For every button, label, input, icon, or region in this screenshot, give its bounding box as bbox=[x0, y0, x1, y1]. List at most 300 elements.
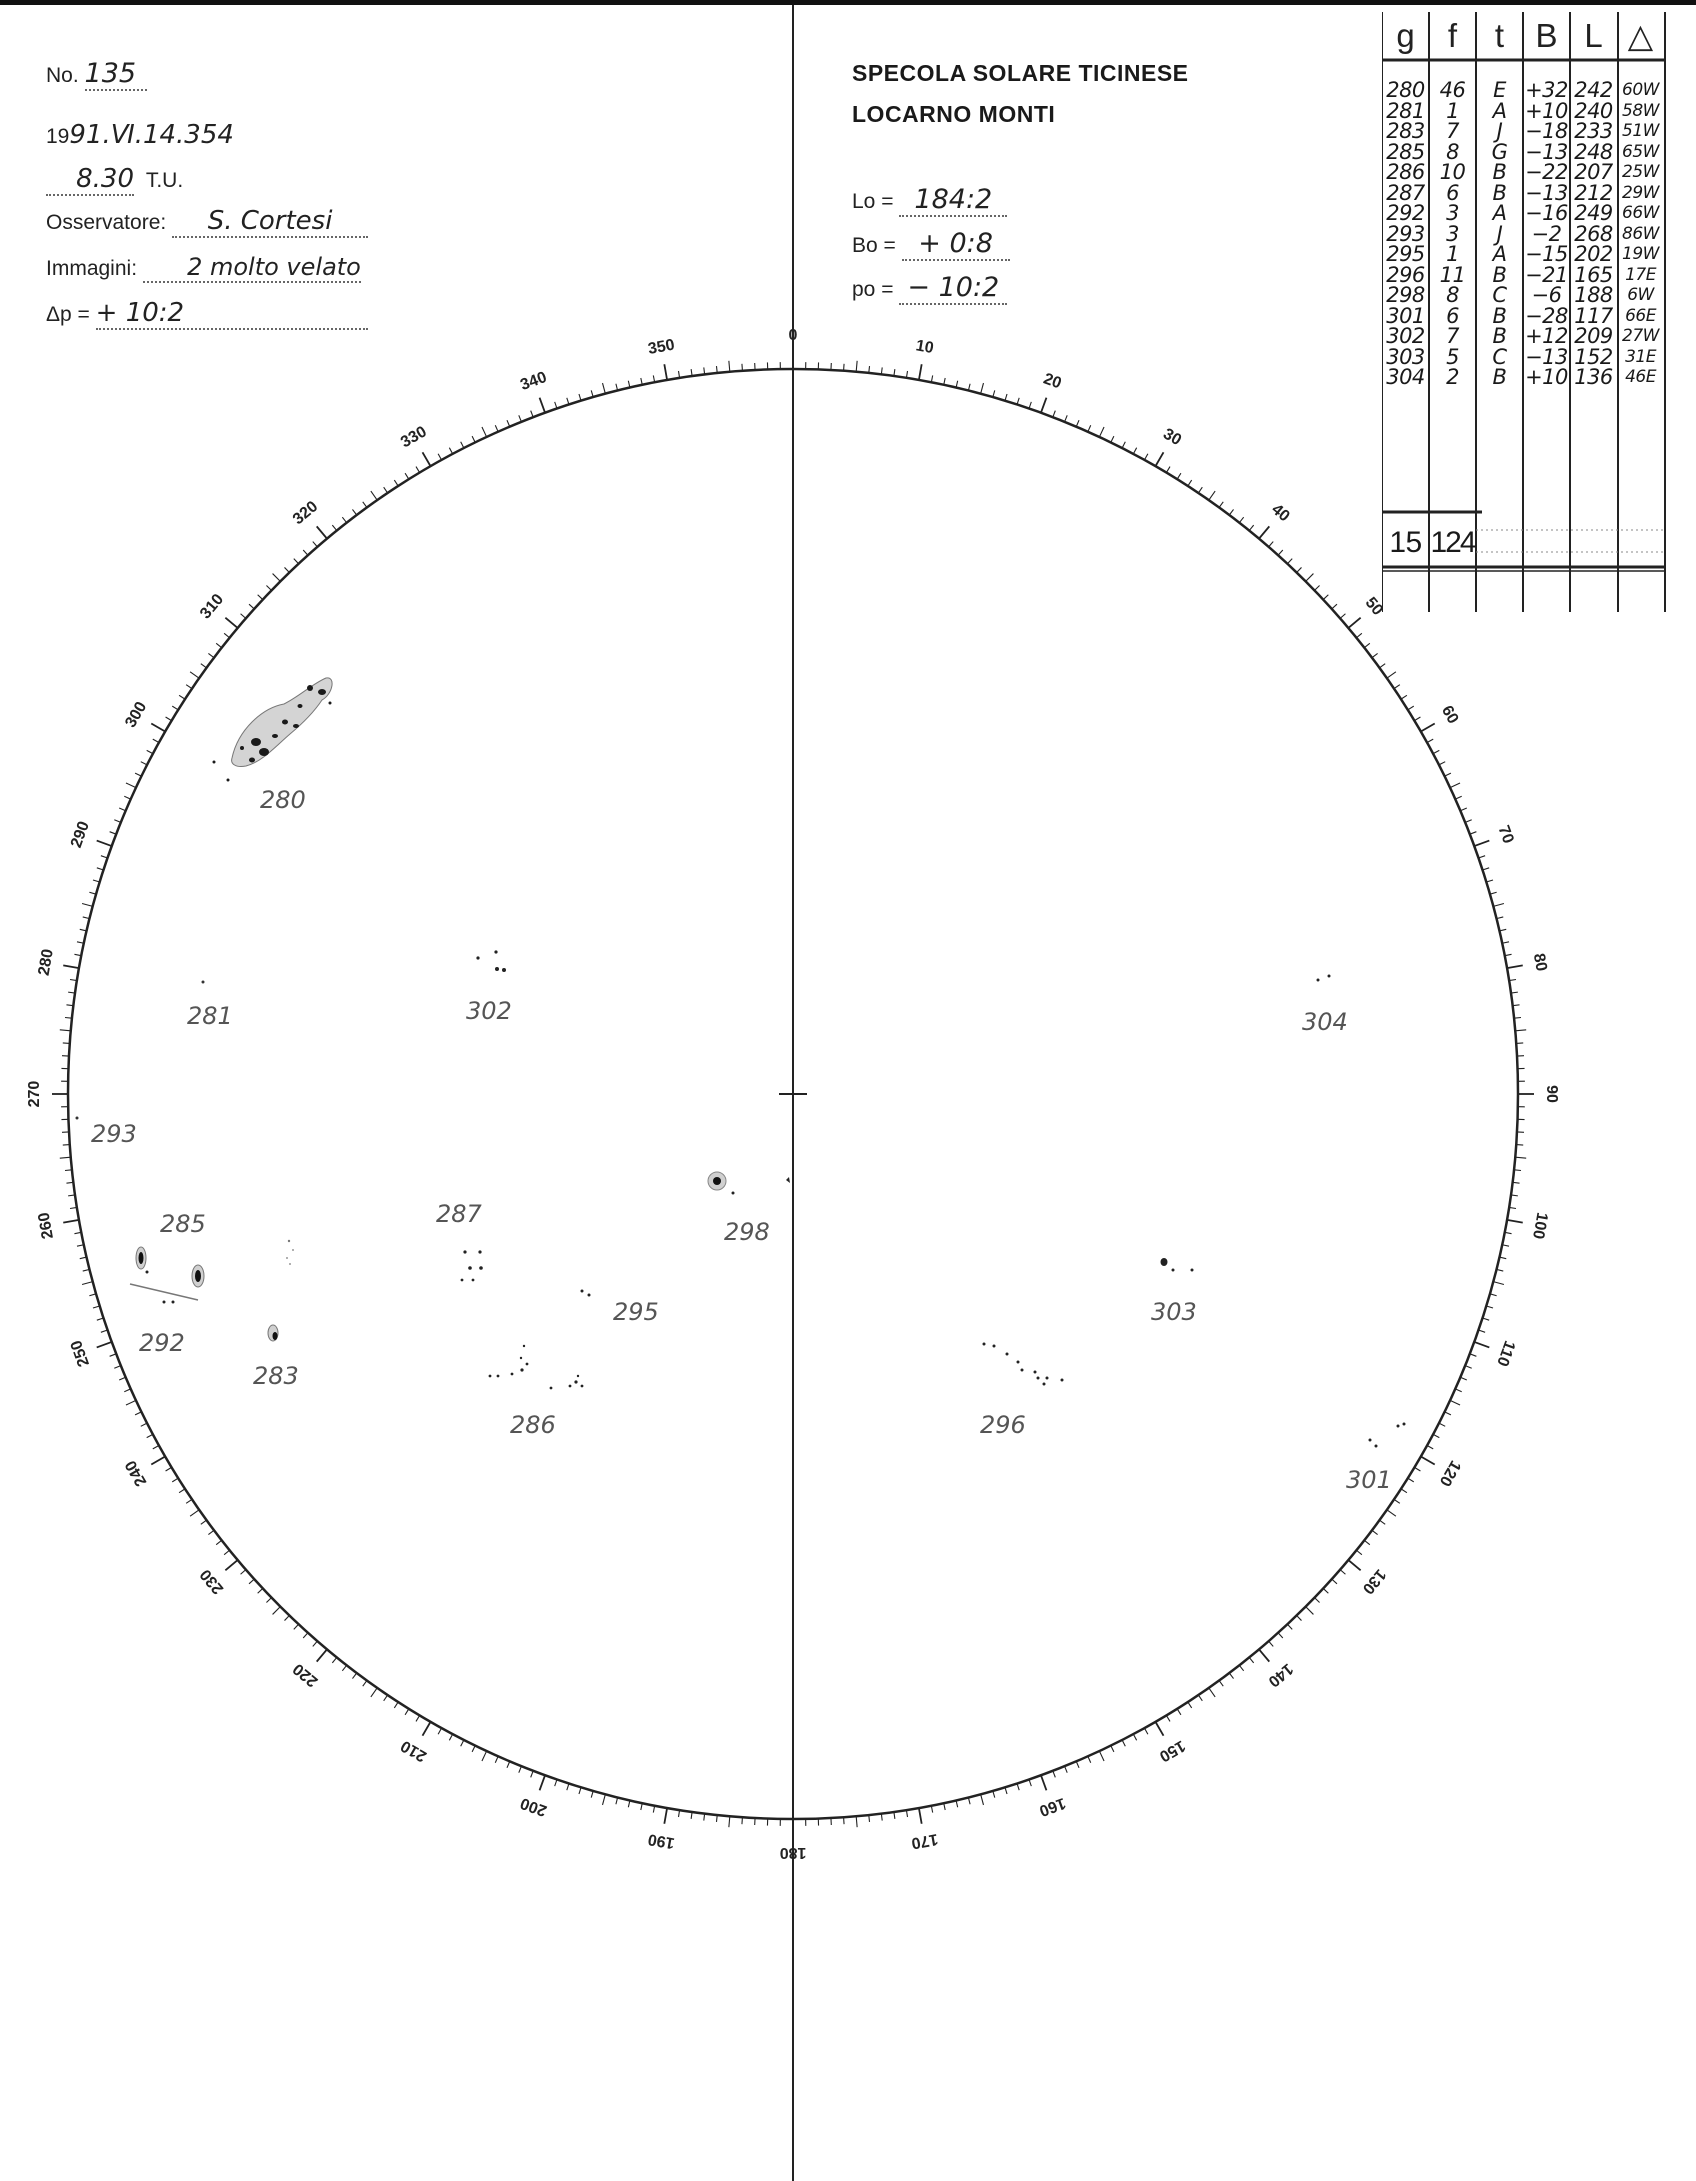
degree-label: 330 bbox=[398, 423, 430, 452]
group-label-286: 286 bbox=[510, 1411, 556, 1439]
table-cell-t: A bbox=[1492, 201, 1507, 225]
table-cell-f: 5 bbox=[1446, 344, 1459, 369]
degree-tick bbox=[1465, 820, 1471, 823]
degree-tick bbox=[384, 1695, 388, 1701]
degree-tick bbox=[519, 1766, 522, 1772]
degree-tick bbox=[1156, 452, 1164, 466]
table-cell-B: −22 bbox=[1525, 160, 1568, 184]
table-cell-△: 51W bbox=[1622, 121, 1659, 141]
degree-tick bbox=[110, 1354, 117, 1357]
degree-tick bbox=[294, 559, 299, 564]
table-cell-△: 27W bbox=[1622, 326, 1659, 346]
group-label-283: 283 bbox=[253, 1362, 299, 1390]
table-cell-g: 292 bbox=[1386, 201, 1425, 225]
degree-tick bbox=[1269, 542, 1274, 547]
degree-tick bbox=[124, 1389, 130, 1392]
table-cell-t: C bbox=[1492, 283, 1507, 307]
degree-tick bbox=[1401, 695, 1407, 699]
degree-tick bbox=[1356, 1550, 1361, 1554]
degree-tick bbox=[1460, 808, 1466, 811]
table-cell-△: 6W bbox=[1627, 285, 1654, 305]
table-cell-B: +12 bbox=[1525, 324, 1568, 348]
table-cell-L: 152 bbox=[1574, 344, 1613, 369]
table-cell-t: J bbox=[1496, 221, 1503, 246]
degree-tick bbox=[1297, 1616, 1302, 1621]
degree-label: 70 bbox=[1494, 823, 1517, 846]
degree-tick bbox=[1414, 1467, 1420, 1471]
degree-tick bbox=[461, 1740, 464, 1746]
sunspot-group-296-drawing bbox=[983, 1343, 1064, 1386]
degree-tick bbox=[1372, 1530, 1378, 1534]
degree-label: 100 bbox=[1529, 1211, 1551, 1241]
degree-label: 320 bbox=[289, 498, 322, 529]
sunspot-group-286-drawing bbox=[489, 1345, 584, 1390]
degree-tick bbox=[80, 929, 87, 931]
degree-tick bbox=[956, 381, 958, 388]
degree-tick bbox=[1219, 502, 1223, 508]
sunspot-group-304-drawing bbox=[1317, 975, 1331, 982]
table-cell-t: B bbox=[1492, 324, 1507, 348]
degree-tick bbox=[519, 415, 522, 421]
table-cell-△: 17E bbox=[1625, 264, 1656, 285]
group-label-285: 285 bbox=[160, 1210, 206, 1238]
degree-tick bbox=[241, 614, 246, 619]
table-cell-B: −16 bbox=[1525, 201, 1568, 225]
degree-tick bbox=[93, 1306, 100, 1308]
degree-tick bbox=[1394, 1499, 1400, 1503]
degree-label: 110 bbox=[1493, 1338, 1518, 1369]
degree-tick bbox=[1433, 1434, 1439, 1437]
time-value: 8.30 bbox=[46, 164, 134, 196]
degree-tick bbox=[1483, 868, 1490, 870]
degree-tick bbox=[1450, 1400, 1460, 1405]
degree-tick bbox=[1439, 762, 1445, 765]
degree-tick bbox=[641, 1803, 642, 1810]
degree-tick bbox=[1229, 509, 1233, 515]
degree-tick bbox=[1502, 1245, 1509, 1246]
degree-tick bbox=[225, 618, 237, 628]
degree-tick bbox=[1029, 402, 1031, 409]
degree-tick bbox=[1421, 1457, 1435, 1465]
degree-tick bbox=[423, 1722, 431, 1736]
degree-tick bbox=[416, 1715, 420, 1721]
table-cell-△: 31E bbox=[1625, 346, 1656, 367]
table-header-3: B bbox=[1535, 17, 1558, 54]
degree-tick bbox=[540, 398, 545, 413]
table-cell-g: 301 bbox=[1386, 303, 1425, 328]
group-label-293: 293 bbox=[91, 1120, 137, 1148]
degree-tick bbox=[1122, 1740, 1125, 1746]
b0-value: + 0:8 bbox=[902, 228, 1010, 261]
group-label-302: 302 bbox=[466, 997, 512, 1025]
table-cell-f: 7 bbox=[1446, 119, 1459, 143]
degree-tick bbox=[423, 452, 431, 466]
sunspot-group-301-drawing bbox=[1369, 1423, 1406, 1448]
degree-tick bbox=[1188, 480, 1192, 486]
degree-tick bbox=[1421, 724, 1435, 732]
degree-tick bbox=[1156, 1722, 1164, 1736]
sunspot-group-298-drawing bbox=[708, 1172, 790, 1195]
degree-label: 190 bbox=[646, 1830, 676, 1852]
degree-tick bbox=[342, 517, 346, 523]
degree-tick bbox=[555, 1780, 557, 1787]
table-cell-f: 3 bbox=[1446, 221, 1459, 246]
date-prefix: 19 bbox=[46, 125, 70, 148]
table-cell-B: −6 bbox=[1531, 283, 1562, 307]
table-cell-B: −21 bbox=[1525, 262, 1568, 287]
degree-tick bbox=[919, 1808, 922, 1824]
date-value: 91.Ⅵ.14.354 bbox=[69, 120, 234, 150]
group-label-292: 292 bbox=[139, 1329, 185, 1357]
degree-tick bbox=[93, 880, 100, 882]
table-cell-△: 29W bbox=[1622, 182, 1659, 203]
degree-tick bbox=[1133, 448, 1136, 454]
total-groups: 15 bbox=[1389, 526, 1422, 559]
degree-tick bbox=[294, 1624, 299, 1629]
degree-tick bbox=[555, 402, 557, 409]
degree-tick bbox=[342, 1665, 346, 1671]
table-cell-g: 298 bbox=[1386, 283, 1425, 307]
degree-tick bbox=[405, 473, 409, 479]
degree-tick bbox=[1332, 604, 1337, 609]
group-label-304: 304 bbox=[1302, 1008, 1348, 1036]
table-cell-△: 60W bbox=[1622, 80, 1659, 100]
l0-value: 184:2 bbox=[899, 184, 1007, 217]
table-cell-L: 136 bbox=[1574, 365, 1613, 389]
degree-tick bbox=[1340, 1570, 1345, 1575]
degree-tick bbox=[1499, 1257, 1506, 1259]
degree-tick bbox=[258, 595, 263, 600]
sunspot-group-285-drawing bbox=[192, 1240, 290, 1287]
table-cell-△: 19W bbox=[1622, 244, 1659, 264]
degree-tick bbox=[729, 1816, 730, 1827]
observer-label: Osservatore: bbox=[46, 211, 167, 234]
degree-tick bbox=[1439, 1423, 1445, 1426]
degree-tick bbox=[1209, 1688, 1215, 1697]
degree-tick bbox=[1465, 1366, 1471, 1369]
inclination-line bbox=[130, 1284, 198, 1300]
degree-tick bbox=[1111, 436, 1114, 442]
table-cell-g: 287 bbox=[1386, 180, 1425, 205]
degree-tick bbox=[60, 1030, 71, 1031]
degree-tick bbox=[1427, 739, 1433, 742]
degree-tick bbox=[225, 1560, 237, 1570]
degree-tick bbox=[1177, 1709, 1181, 1715]
table-cell-g: 293 bbox=[1386, 221, 1425, 246]
degree-tick bbox=[303, 1633, 308, 1638]
table-cell-g: 296 bbox=[1386, 262, 1425, 287]
degree-tick bbox=[1122, 442, 1125, 448]
sunspot-group-303-drawing bbox=[1161, 1258, 1194, 1272]
degree-tick bbox=[1433, 750, 1439, 753]
table-cell-f: 2 bbox=[1446, 365, 1459, 389]
p0-label: po = bbox=[852, 278, 894, 301]
degree-tick bbox=[1460, 1377, 1466, 1380]
degree-tick bbox=[1507, 1220, 1523, 1223]
degree-tick bbox=[172, 1478, 178, 1482]
degree-tick bbox=[186, 1499, 192, 1503]
degree-tick bbox=[1514, 1170, 1521, 1171]
degree-tick bbox=[531, 411, 534, 418]
table-cell-△: 25W bbox=[1622, 162, 1659, 182]
table-cell-f: 11 bbox=[1439, 262, 1466, 287]
degree-tick bbox=[1099, 427, 1104, 437]
degree-tick bbox=[266, 1598, 271, 1603]
degree-tick bbox=[1088, 1756, 1091, 1762]
degree-tick bbox=[1065, 1766, 1068, 1772]
degree-tick bbox=[405, 1709, 409, 1715]
table-cell-L: 202 bbox=[1574, 242, 1613, 266]
degree-tick bbox=[1198, 487, 1202, 493]
degree-tick bbox=[641, 378, 642, 385]
degree-label: 150 bbox=[1156, 1736, 1188, 1765]
table-cell-△: 86W bbox=[1622, 223, 1659, 244]
degree-tick bbox=[1053, 411, 1056, 418]
total-spots: 124 bbox=[1430, 526, 1475, 559]
group-label-303: 303 bbox=[1151, 1298, 1197, 1326]
degree-tick bbox=[371, 491, 377, 500]
degree-tick bbox=[461, 442, 464, 448]
group-label-281: 281 bbox=[187, 1002, 233, 1030]
degree-label: 210 bbox=[398, 1736, 430, 1765]
table-cell-△: 66W bbox=[1622, 203, 1659, 223]
sunspot-group-287-drawing bbox=[461, 1250, 483, 1281]
table-cell-g: 304 bbox=[1386, 365, 1425, 389]
table-cell-f: 10 bbox=[1439, 160, 1466, 184]
number-value: 135 bbox=[85, 58, 147, 91]
degree-tick bbox=[1297, 567, 1302, 572]
table-cell-t: J bbox=[1496, 119, 1503, 143]
degree-tick bbox=[1502, 942, 1509, 943]
degree-tick bbox=[1332, 1579, 1337, 1584]
sunspot-group-293-drawing bbox=[76, 1117, 79, 1120]
dp-value: + 10:2 bbox=[96, 298, 368, 330]
degree-tick bbox=[151, 1457, 165, 1465]
table-cell-t: B bbox=[1492, 262, 1507, 287]
degree-tick bbox=[1065, 415, 1068, 421]
degree-tick bbox=[449, 448, 452, 454]
table-cell-B: −2 bbox=[1531, 221, 1562, 246]
table-cell-B: −28 bbox=[1525, 303, 1568, 328]
sunspot-group-283-drawing bbox=[268, 1325, 278, 1341]
degree-tick bbox=[384, 487, 388, 493]
degree-tick bbox=[313, 542, 318, 547]
degree-tick bbox=[285, 567, 290, 572]
images-label: Immagini: bbox=[46, 257, 138, 280]
degree-tick bbox=[201, 664, 207, 668]
degree-tick bbox=[63, 1220, 79, 1223]
degree-tick bbox=[1486, 880, 1493, 882]
l0-label: Lo = bbox=[852, 190, 894, 213]
sunspot-group-281-drawing bbox=[202, 981, 205, 984]
table-cell-f: 6 bbox=[1446, 180, 1459, 205]
degree-label: 40 bbox=[1268, 500, 1293, 526]
degree-tick bbox=[1445, 1412, 1451, 1415]
degree-tick bbox=[201, 1520, 207, 1524]
table-cell-g: 283 bbox=[1386, 119, 1425, 143]
degree-tick bbox=[114, 820, 120, 823]
degree-tick bbox=[1474, 1342, 1489, 1347]
degree-tick bbox=[273, 1607, 281, 1615]
degree-tick bbox=[1249, 525, 1253, 530]
group-label-296: 296 bbox=[980, 1411, 1026, 1439]
degree-tick bbox=[216, 1540, 222, 1544]
center-cross bbox=[779, 1080, 807, 1108]
degree-tick bbox=[332, 525, 336, 530]
degree-tick bbox=[1499, 929, 1506, 931]
table-header-1: f bbox=[1447, 17, 1458, 54]
degree-tick bbox=[567, 398, 569, 405]
group-label-298: 298 bbox=[724, 1218, 770, 1246]
degree-tick bbox=[119, 808, 125, 811]
degree-tick bbox=[1259, 526, 1269, 538]
degree-tick bbox=[1209, 491, 1215, 500]
table-cell-L: 188 bbox=[1574, 283, 1613, 307]
table-cell-B: +32 bbox=[1525, 78, 1568, 102]
degree-tick bbox=[482, 427, 487, 437]
degree-tick bbox=[869, 366, 870, 373]
degree-tick bbox=[82, 904, 93, 907]
minor-marks bbox=[286, 1249, 294, 1265]
degree-label: 230 bbox=[197, 1565, 228, 1598]
degree-tick bbox=[1144, 454, 1147, 460]
degree-tick bbox=[317, 1649, 327, 1661]
degree-tick bbox=[114, 1366, 120, 1369]
degree-tick bbox=[166, 717, 172, 721]
degree-tick bbox=[141, 1423, 147, 1426]
degree-tick bbox=[1486, 1306, 1493, 1308]
table-header-2: t bbox=[1494, 17, 1505, 54]
degree-tick bbox=[208, 653, 214, 657]
degree-tick bbox=[1278, 550, 1283, 555]
degree-tick bbox=[1401, 1489, 1407, 1493]
degree-label: 180 bbox=[779, 1843, 807, 1861]
degree-tick bbox=[97, 841, 112, 846]
table-cell-f: 46 bbox=[1439, 78, 1466, 102]
table-cell-△: 46E bbox=[1625, 367, 1656, 387]
table-cell-f: 3 bbox=[1446, 201, 1459, 225]
degree-tick bbox=[507, 420, 510, 426]
table-cell-L: 117 bbox=[1574, 303, 1613, 328]
degree-tick bbox=[1380, 664, 1386, 668]
degree-tick bbox=[1144, 1728, 1147, 1734]
table-cell-L: 165 bbox=[1574, 262, 1613, 287]
degree-tick bbox=[716, 1815, 717, 1822]
sunspot-group-292-drawing bbox=[136, 1247, 175, 1304]
table-cell-B: −13 bbox=[1525, 180, 1568, 205]
degree-tick bbox=[110, 832, 117, 835]
degree-tick bbox=[1427, 1445, 1433, 1448]
degree-tick bbox=[1372, 653, 1378, 657]
degree-tick bbox=[472, 1746, 475, 1752]
degree-label: 10 bbox=[914, 337, 935, 358]
table-cell-△: 65W bbox=[1622, 141, 1659, 162]
degree-tick bbox=[258, 1588, 263, 1593]
degree-tick bbox=[65, 1170, 72, 1171]
degree-tick bbox=[394, 480, 398, 486]
degree-tick bbox=[856, 361, 857, 372]
degree-tick bbox=[190, 1510, 199, 1516]
table-cell-L: 212 bbox=[1574, 180, 1613, 205]
degree-label: 280 bbox=[35, 947, 57, 977]
degree-tick bbox=[716, 366, 717, 373]
degree-tick bbox=[1323, 1588, 1328, 1593]
group-label-301: 301 bbox=[1346, 1466, 1392, 1494]
table-cell-t: G bbox=[1491, 139, 1508, 164]
degree-label: 290 bbox=[67, 819, 94, 851]
degree-tick bbox=[1470, 832, 1477, 835]
degree-tick bbox=[603, 1794, 606, 1805]
degree-tick bbox=[97, 868, 104, 870]
degree-label: 160 bbox=[1036, 1793, 1068, 1820]
degree-tick bbox=[179, 1489, 185, 1493]
table-cell-B: −13 bbox=[1525, 344, 1568, 369]
degree-tick bbox=[472, 436, 475, 442]
degree-tick bbox=[82, 1282, 93, 1285]
degree-tick bbox=[363, 1681, 367, 1687]
table-cell-g: 302 bbox=[1386, 324, 1425, 348]
table-cell-B: −18 bbox=[1525, 119, 1568, 143]
table-cell-L: 233 bbox=[1574, 119, 1613, 143]
degree-tick bbox=[1348, 1560, 1360, 1570]
degree-tick bbox=[352, 1673, 356, 1679]
degree-tick bbox=[65, 1017, 72, 1018]
degree-label: 50 bbox=[1361, 594, 1387, 619]
degree-tick bbox=[1515, 1157, 1526, 1158]
degree-tick bbox=[1249, 1657, 1253, 1662]
table-cell-△: 66E bbox=[1625, 305, 1656, 326]
degree-tick bbox=[567, 1784, 569, 1791]
degree-tick bbox=[1219, 1681, 1223, 1687]
table-cell-t: A bbox=[1492, 242, 1507, 266]
degree-tick bbox=[1479, 1330, 1486, 1332]
group-label-287: 287 bbox=[436, 1200, 482, 1228]
degree-tick bbox=[1229, 1673, 1233, 1679]
degree-tick bbox=[135, 773, 141, 776]
degree-tick bbox=[1408, 1478, 1414, 1482]
degree-label: 20 bbox=[1041, 370, 1064, 393]
degree-tick bbox=[1387, 672, 1396, 678]
table-cell-g: 281 bbox=[1386, 98, 1425, 123]
degree-tick bbox=[856, 1816, 857, 1827]
table-cell-g: 303 bbox=[1386, 344, 1425, 369]
degree-tick bbox=[216, 643, 222, 647]
degree-tick bbox=[153, 739, 159, 742]
degree-tick bbox=[1394, 685, 1400, 689]
sunspot-group-295-drawing bbox=[581, 1290, 591, 1297]
degree-tick bbox=[1493, 904, 1504, 907]
degree-tick bbox=[186, 685, 192, 689]
degree-tick bbox=[729, 361, 730, 372]
degree-label: 310 bbox=[197, 590, 228, 623]
degree-tick bbox=[190, 672, 199, 678]
table-cell-B: +10 bbox=[1525, 365, 1568, 389]
table-cell-t: E bbox=[1493, 78, 1506, 102]
table-cell-t: C bbox=[1492, 344, 1507, 369]
degree-tick bbox=[1188, 1702, 1192, 1708]
degree-label: 170 bbox=[910, 1830, 940, 1852]
degree-tick bbox=[1364, 1540, 1370, 1544]
degree-tick bbox=[166, 1467, 172, 1471]
table-cell-L: 207 bbox=[1574, 160, 1613, 184]
degree-label: 80 bbox=[1529, 952, 1550, 973]
degree-tick bbox=[371, 1688, 377, 1697]
table-cell-f: 6 bbox=[1446, 303, 1459, 328]
degree-tick bbox=[628, 1800, 630, 1807]
degree-tick bbox=[1315, 586, 1320, 591]
degree-tick bbox=[664, 364, 667, 380]
degree-tick bbox=[97, 1342, 112, 1347]
